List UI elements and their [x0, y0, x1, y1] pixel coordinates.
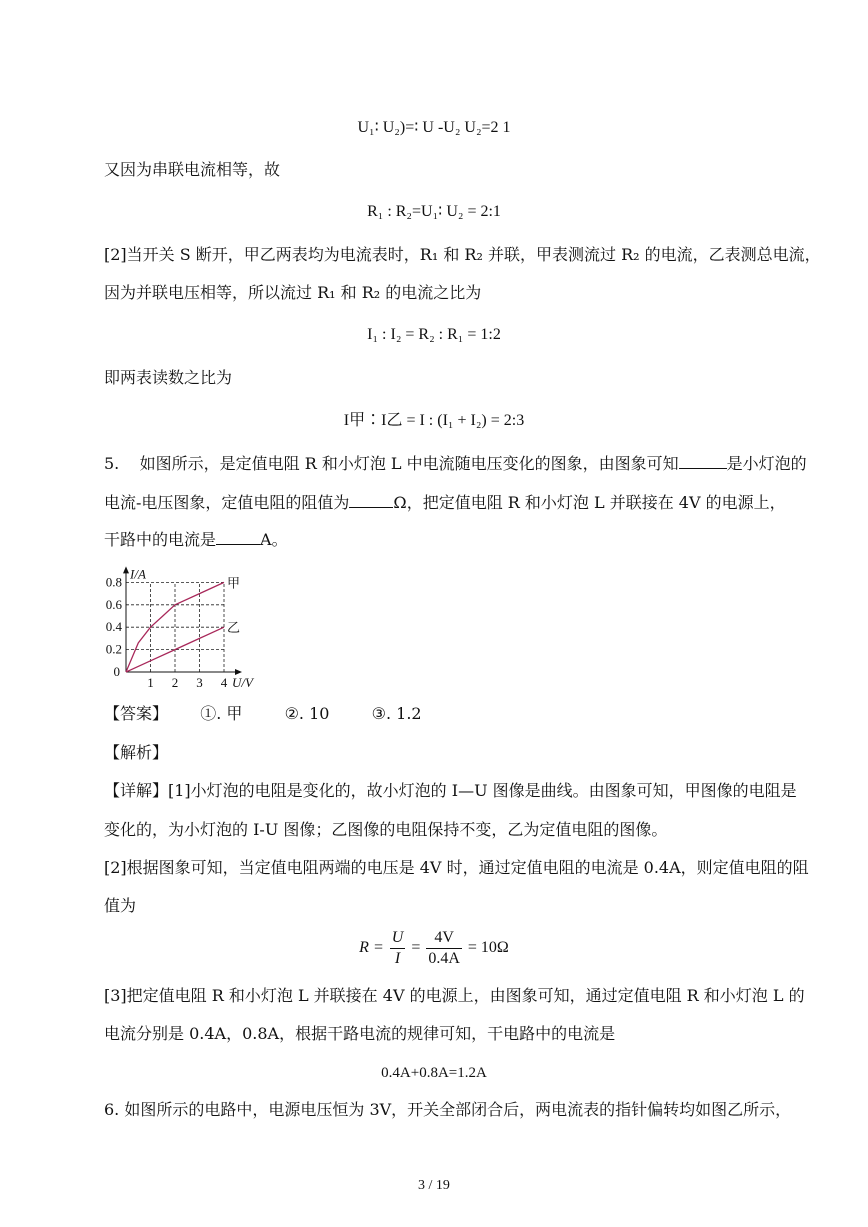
detail-line4: 值为 — [104, 896, 137, 915]
formula-equals: = — [411, 939, 421, 957]
equation-meter-ratio: I甲∶I乙 = I : (I₁ + I₂) = 2:3 — [343, 412, 525, 429]
answer-blank-1 — [679, 452, 727, 469]
detail-line1: 【详解】[1]小灯泡的电阻是变化的，故小灯泡的 I—U 图像是曲线。由图象可知，甲图像的电阻是 — [104, 781, 797, 800]
question-5-line2 — [104, 491, 786, 513]
detail-line5: [3]把定值电阻 R 和小灯泡 L 并联接在 4V 的电源上，由图象可知，通过定值电阻 R 和小灯泡 L 的 — [104, 986, 805, 1005]
paragraph-switch-open-line1: [2]当开关 S 断开，甲乙两表均为电流表时，R₁ 和 R₂ 并联，甲表测流过 R₂ 的电流，乙表测总电流， — [104, 245, 821, 264]
paragraph-series-current: 又因为串联电流相等，故 — [104, 160, 281, 179]
formula-resistance — [0, 928, 868, 969]
series-label-2: 乙 — [227, 620, 241, 636]
x-tick-label: 1 — [147, 675, 154, 690]
x-tick-label: 2 — [171, 675, 179, 690]
paragraph-switch-open-line2: 因为并联电压相等，所以流过 R₁ 和 R₂ 的电流之比为 — [104, 283, 482, 302]
question-text: Ω，把定值电阻 R 和小灯泡 L 并联接在 4V 的电源上， — [393, 493, 786, 512]
y-axis-arrow — [123, 566, 129, 573]
formula-rhs: = 10Ω — [467, 939, 509, 957]
fraction-values — [426, 928, 462, 969]
fraction-denominator: 0.4A — [428, 950, 460, 967]
question-text: 电流-电压图象，定值电阻的阻值为 — [104, 493, 350, 512]
fraction-u-over-i — [390, 928, 406, 969]
formula-lhs: R = — [359, 939, 384, 957]
answer-blank-2 — [349, 491, 393, 508]
detail-line3: [2]根据图象可知，当定值电阻两端的电压是 4V 时，通过定值电阻的电流是 0.4A，则定值电阻的阻 — [104, 858, 809, 877]
x-tick-label: 3 — [196, 675, 203, 690]
detail-line6: 电流分别是 0.4A，0.8A，根据干路电流的规律可知，干电路中的电流是 — [104, 1024, 616, 1043]
y-tick-label: 0.4 — [105, 619, 122, 635]
question-number: 5. — [104, 454, 120, 473]
series-label-1: 甲 — [227, 575, 241, 591]
question-text: A。 — [260, 530, 288, 549]
paragraph-meter-ratio: 即两表读数之比为 — [104, 368, 233, 387]
y-axis-label: I/A — [130, 566, 146, 582]
page-number: 3 / 19 — [418, 1178, 450, 1193]
question-text: 干路中的电流是 — [104, 530, 217, 549]
iu-graph — [100, 560, 270, 692]
detail-line2: 变化的，为小灯泡的 I-U 图像；乙图像的电阻保持不变，乙为定值电阻的图像。 — [104, 820, 668, 839]
y-tick-label: 0.2 — [105, 641, 122, 657]
answer-label: 【答案】 — [104, 704, 169, 723]
y-tick-label: 0.6 — [105, 596, 122, 612]
question-text: 是小灯泡的 — [726, 454, 807, 473]
equation-voltage-ratio: U₁∶ U₂)=∶ U -U₂ U₂=2 1 — [357, 119, 511, 136]
equation-total-current: 0.4A+0.8A=1.2A — [381, 1065, 487, 1081]
answer-item-2: ②. 10 — [284, 704, 330, 723]
answer-item-1: ①. 甲 — [200, 704, 243, 723]
question-5-line1 — [104, 452, 807, 474]
fraction-numerator: 4V — [426, 928, 462, 949]
analysis-label: 【解析】 — [104, 743, 169, 762]
question-5-line3 — [104, 528, 288, 550]
answer-item-3: ③. 1.2 — [371, 704, 422, 723]
question-6-line1: 6. 如图所示的电路中，电源电压恒为 3V，开关全部闭合后，两电流表的指针偏转均如图乙所示， — [104, 1100, 792, 1119]
answer-line — [104, 704, 422, 724]
answer-blank-3 — [216, 528, 260, 545]
x-tick-label: 4 — [220, 675, 228, 690]
y-tick-label: 0.8 — [105, 574, 122, 590]
fraction-numerator: U — [390, 928, 406, 949]
origin-label: 0 — [113, 664, 120, 679]
question-text: 如图所示，是定值电阻 R 和小灯泡 L 中电流随电压变化的图象，由图象可知 — [139, 454, 679, 473]
equation-resistance-ratio: R₁ : R₂=U₁∶ U₂ = 2:1 — [367, 203, 501, 220]
x-axis-label: U/V — [232, 675, 253, 690]
fraction-denominator: I — [394, 950, 401, 967]
equation-current-ratio: I₁ : I₂ = R₂ : R₁ = 1:2 — [367, 326, 501, 343]
